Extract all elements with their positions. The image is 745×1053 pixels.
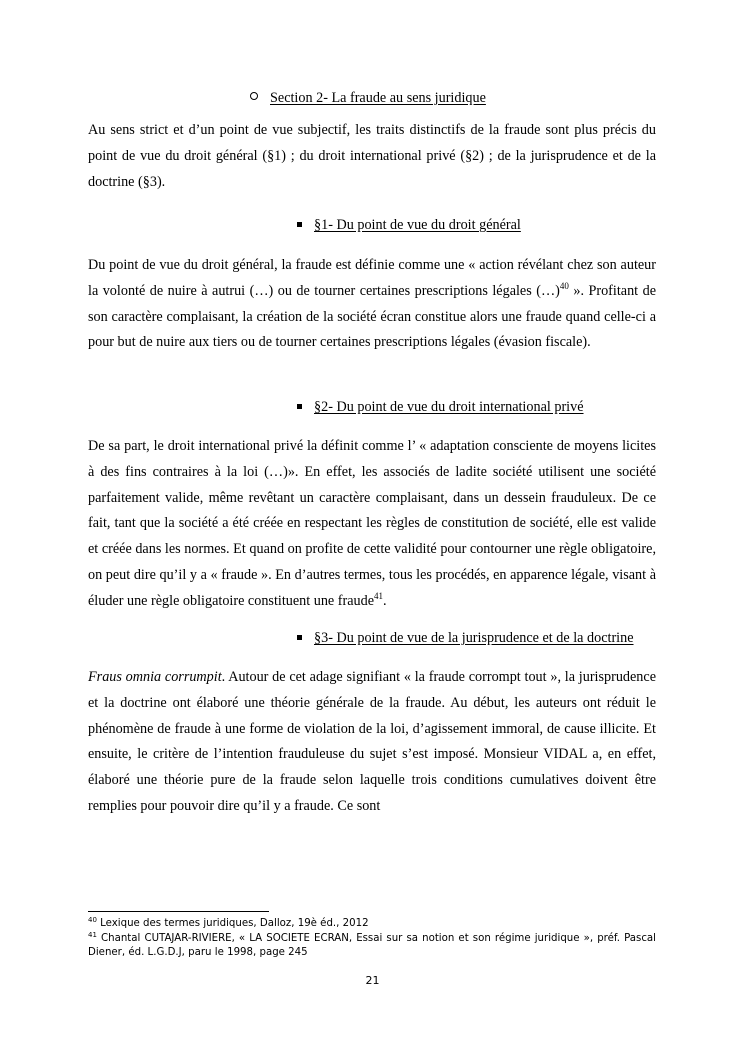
footnote-ref-40[interactable]: 40 [559, 280, 569, 291]
footnotes [88, 917, 656, 961]
footnote-41: $^{41}$ Chantal CUTAJAR-RIVIERE, « LA SOCIETE ECRAN, Essai sur sa notion et son régime juridique », préf. Pascal Diener, éd. L.G.D.J, paru le 1998, page 245 [88, 930, 656, 958]
square-bullet-icon [297, 635, 302, 640]
subsection-3-heading: §3- Du point de vue de la jurisprudence et de la doctrine [297, 629, 634, 647]
subsection-2-heading: §2- Du point de vue du droit international privé [297, 398, 584, 416]
square-bullet-icon [297, 222, 302, 227]
footnote-40: $^{40}$ Lexique des termes juridiques, Dalloz, 19è éd., 2012 [88, 916, 369, 929]
subsection-1-paragraph: Du point de vue du droit général, la fraude est définie comme une « action révélant chez son auteur la volonté de nuire à autrui (…) ou de tourner certaines prescriptions légales (…)$^{40}$ ». Profitant de son caractère complaisant, la création de la société écran constitue alors une fraude quand celle-ci a pour but de nuire aux tiers ou de tourner certaines prescriptions légales (évasion fiscale). [88, 257, 656, 351]
intro-paragraph: Au sens strict et d’un point de vue subjectif, les traits distinctifs de la fraude sont plus précis du point de vue du droit général (§1) ; du droit international privé (§2) ; de la jurisprudence et de la doctrine (§3). [88, 122, 656, 190]
circle-bullet-icon [250, 92, 258, 100]
subsection-2-paragraph: De sa part, le droit international privé la définit comme l’ « adaptation consciente de moyens licites à des fins contraires à la loi (…)». En effet, les associés de ladite société utilisent une société parfaitement valide, même revêtant un caractère complaisant, dans un dessein frauduleux. De ce fait, tant que la société a été créée en respectant les règles de constitution de société, elle est valide et créée dans les normes. Et quand on profite de cette validité pour contourner une règle obligatoire, on peut dire qu’il y a « fraude ». En d’autres termes, tous les procédés, en apparence légale, visant à éluder une règle obligatoire constituent une fraude$^{41}$. [88, 438, 656, 609]
square-bullet-icon [297, 404, 302, 409]
subsection-1-heading: §1- Du point de vue du droit général [297, 216, 521, 234]
latin-adage: Fraus omnia corrumpit [88, 669, 222, 685]
page-number: 21 [365, 974, 380, 987]
footnote-separator [88, 911, 269, 912]
subsection-3-paragraph: Fraus omnia corrumpit. Autour de cet adage signifiant « la fraude corrompt tout », la jurisprudence et la doctrine ont élaboré une théorie générale de la fraude. Au début, les auteurs ont réduit le phénomène de fraude à une forme de violation de la loi, d’agissement immoral, de cause illicite. Et ensuite, le critère de l’intention frauduleuse du sujet s’est imposé. Monsieur VIDAL a, en effet, élaboré une théorie pure de la fraude selon laquelle trois conditions cumulatives doivent être remplies pour pouvoir dire qu’il y a fraude. Ce sont [88, 669, 656, 814]
section-heading: Section 2- La fraude au sens juridique [250, 89, 486, 107]
footnote-ref-41[interactable]: 41 [374, 590, 384, 601]
